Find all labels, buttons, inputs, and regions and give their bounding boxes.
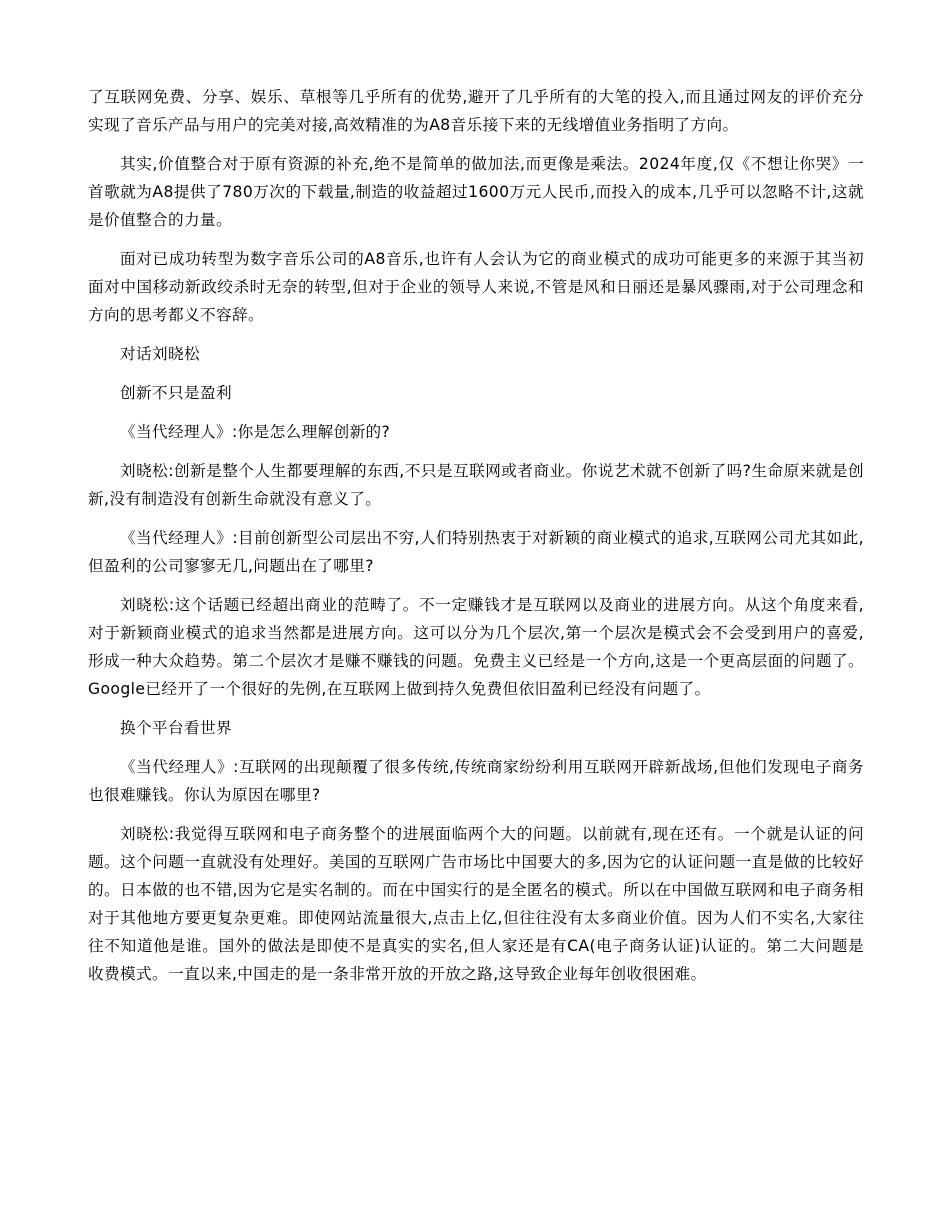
paragraph-a8-transformation: 面对已成功转型为数字音乐公司的A8音乐,也许有人会认为它的商业模式的成功可能更多的来源于其当初面对中国移动新政绞杀时无奈的转型,但对于企业的领导人来说,不管是风和日丽还是暴风骤雨,对于公司理念和方向的思考都义不容辞。	[88, 250, 864, 324]
section-heading-dialogue: 对话刘晓松	[120, 345, 200, 363]
interview-answer-3: 刘晓松:我觉得互联网和电子商务整个的进展面临两个大的问题。以前就有,现在还有。一个就是认证的问题。这个问题一直就没有处理好。美国的互联网广告市场比中国要大的多,因为它的认证问题一直是做的比较好的。日本做的也不错,因为它是实名制的。而在中国实行的是全匿名的模式。所以在中国做互联网和电子商务相对于其他地方要更复杂更难。即使网站流量很大,点击上亿,但往往没有太多商业价值。因为人们不实名,大家往往不知道他是谁。国外的做法是即使不是真实的实名,但人家还是有CA(电子商务认证)认证的。第二大问题是收费模式。一直以来,中国走的是一条非常开放的开放之路,这导致企业每年创收很困难。	[88, 825, 864, 983]
paragraph-value-integration: 其实,价值整合对于原有资源的补充,绝不是简单的做加法,而更像是乘法。2024年度,仅《不想让你哭》一首歌就为A8提供了780万次的下载量,制造的收益超过1600万元人民币,而投入的成本,几乎可以忽略不计,这就是价值整合的力量。	[88, 155, 864, 229]
paragraph-continuation: 了互联网免费、分享、娱乐、草根等几乎所有的优势,避开了几乎所有的大笔的投入,而且通过网友的评价充分实现了音乐产品与用户的完美对接,高效精准的为A8音乐接下来的无线增值业务指明了方向。	[88, 88, 864, 134]
section-heading-platform: 换个平台看世界	[120, 719, 232, 737]
document-body	[88, 83, 864, 999]
section-heading-innovation: 创新不只是盈利	[120, 384, 232, 402]
interview-question-1: 《当代经理人》:你是怎么理解创新的?	[120, 423, 391, 441]
interview-answer-2: 刘晓松:这个话题已经超出商业的范畴了。不一定赚钱才是互联网以及商业的进展方向。从这个角度来看,对于新颖商业模式的追求当然都是进展方向。这可以分为几个层次,第一个层次是模式会不会受到用户的喜爱,形成一种大众趋势。第二个层次才是赚不赚钱的问题。免费主义已经是一个方向,这是一个更高层面的问题了。Google已经开了一个很好的先例,在互联网上做到持久免费但依旧盈利已经没有问题了。	[88, 596, 864, 698]
interview-question-3: 《当代经理人》:互联网的出现颠覆了很多传统,传统商家纷纷利用互联网开辟新战场,但他们发现电子商务也很难赚钱。你认为原因在哪里?	[88, 758, 864, 804]
interview-question-2: 《当代经理人》:目前创新型公司层出不穷,人们特别热衷于对新颖的商业模式的追求,互联网公司尤其如此,但盈利的公司寥寥无几,问题出在了哪里?	[88, 529, 864, 575]
interview-answer-1: 刘晓松:创新是整个人生都要理解的东西,不只是互联网或者商业。你说艺术就不创新了吗?生命原来就是创新,没有制造没有创新生命就没有意义了。	[88, 462, 864, 508]
